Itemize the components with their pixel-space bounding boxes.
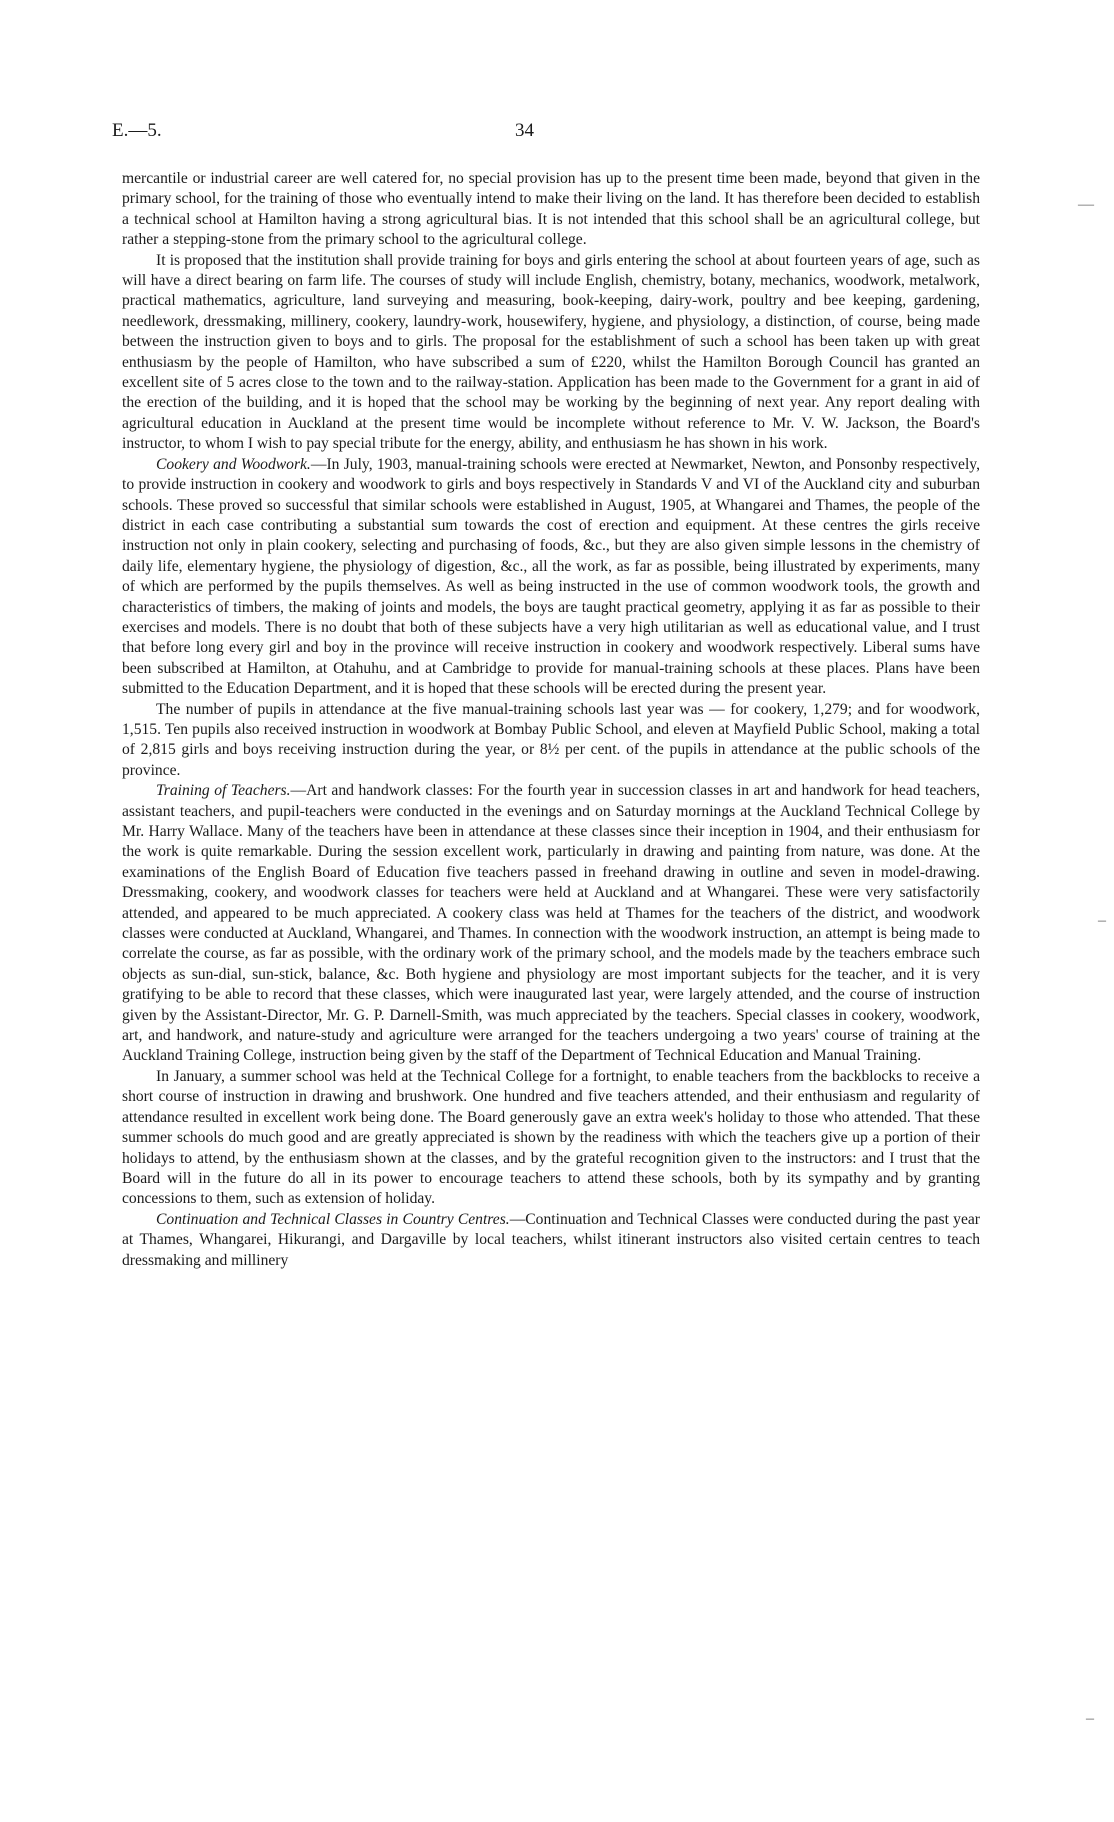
paragraph xyxy=(122,700,980,782)
margin-mark: – xyxy=(1086,1710,1094,1727)
margin-mark: — xyxy=(1078,196,1094,213)
section-heading: Continuation and Technical Classes in Country Centres. xyxy=(156,1210,510,1228)
paragraph xyxy=(122,455,980,700)
paragraph xyxy=(122,251,980,455)
body-text xyxy=(122,169,980,1271)
page-header xyxy=(112,120,992,150)
paragraph-text: —Continuation and Technical Classes were conducted during the past year at Thames, Whangarei, Hikurangi, and Dargaville by local teachers, whilst itinerant instructors also visited certain centres to teach dressmaking and millinery xyxy=(122,1210,980,1269)
paragraph xyxy=(122,1210,980,1271)
paragraph-text: The number of pupils in attendance at the five manual-training schools last year was — for cookery, 1,279; and for woodwork, 1,515. Ten pupils also received instruction in woodwork at Bombay Public School, and eleven at Mayfield Public School, making a total of 2,815 girls and boys receiving instruction during the year, or 8½ per cent. of the pupils in attendance at the public schools of the province. xyxy=(122,700,980,779)
paragraph xyxy=(122,169,980,251)
paragraph-text: —Art and handwork classes: For the fourth year in succession classes in art and handwork for head teachers, assistant teachers, and pupil-teachers were conducted in the evenings and on Saturday mornings at the Auckland Technical College by Mr. Harry Wallace. Many of the teachers have been in attendance at these classes since their inception in 1904, and their enthusiasm for the work is quite remarkable. During the session excellent work, particularly in drawing and painting from nature, was done. At the examinations of the English Board of Education five teachers passed in freehand drawing in outline and seven in model-drawing. Dressmaking, cookery, and woodwork classes for teachers were held at Auckland and at Whangarei. These were very satisfactorily attended, and appeared to be much appreciated. A cookery class was held at Thames for the teachers of the district, and woodwork classes were conducted at Auckland, Whangarei, and Thames. In connection with the woodwork instruction, an attempt is being made to correlate the course, as far as possible, with the ordinary work of the primary school, and the models made by the teachers embrace such objects as sun-dial, sun-stick, balance, &c. Both hygiene and physiology are most important subjects for the teacher, and it is very gratifying to be able to record that these classes, which were inaugurated last year, were largely attended, and the course of instruction given by the Assistant-Director, Mr. G. P. Darnell-Smith, was much appreciated by the teachers. Special classes in cookery, woodwork, art, and handwork, and nature-study and agriculture were arranged for the teachers undergoing a two years' course of training at the Auckland Training College, instruction being given by the staff of the Department of Technical Education and Manual Training. xyxy=(122,782,980,1065)
paragraph-text: mercantile or industrial career are well catered for, no special provision has up to the present time been made, beyond that given in the primary school, for the training of those who eventually intend to make their living on the land. It has therefore been decided to establish a technical school at Hamilton having a strong agricultural bias. It is not intended that this school shall be an agricultural college, but rather a stepping-stone from the primary school to the agricultural college. xyxy=(122,170,980,249)
paragraph-text: It is proposed that the institution shall provide training for boys and girls entering the school at about fourteen years of age, such as will have a direct bearing on farm life. The courses of study will include English, chemistry, botany, mechanics, woodwork, metalwork, practical mathematics, agriculture, land surveying and measuring, book-keeping, dairy-work, poultry and bee keeping, gardening, needlework, dressmaking, millinery, cookery, laundry-work, housewifery, hygiene, and physiology, a distinction, of course, being made between the instruction given to boys and to girls. The proposal for the establishment of such a school has been taken up with great enthusiasm by the people of Hamilton, who have subscribed a sum of £220, whilst the Hamilton Borough Council has granted an excellent site of 5 acres close to the town and to the railway-station. Application has been made to the Government for a grant in aid of the erection of the building, and it is hoped that the school may be working by the beginning of next year. Any report dealing with agricultural education in Auckland at the present time would be incomplete without reference to Mr. V. W. Jackson, the Board's instructor, to whom I wish to pay special tribute for the energy, ability, and enthusiasm he has shown in his work. xyxy=(122,251,980,453)
document-reference: E.—5. xyxy=(112,120,162,141)
paragraph-text: In January, a summer school was held at the Technical College for a fortnight, to enable teachers from the backblocks to receive a short course of instruction in drawing and brushwork. One hundred and five teachers attended, and their enthusiasm and regularity of attendance resulted in excellent work being done. The Board generously gave an extra week's holiday to those who attended. That these summer schools do much good and are greatly appreciated is shown by the readiness with which the teachers give up a portion of their holidays to attend, by the enthusiasm shown at the classes, and by the grateful recognition given to the instructors: and I trust that the Board will in the future do all in its power to encourage teachers to attend these schools, both by its sympathy and by granting concessions to them, such as extension of holiday. xyxy=(122,1067,980,1208)
paragraph xyxy=(122,781,980,1067)
page-number: 34 xyxy=(515,120,534,141)
margin-mark: – xyxy=(1098,912,1106,929)
paragraph xyxy=(122,1067,980,1210)
section-heading: Training of Teachers. xyxy=(156,782,291,800)
paragraph-text: —In July, 1903, manual-training schools were erected at Newmarket, Newton, and Ponsonby respectively, to provide instruction in cookery and woodwork to girls and boys respectively in Standards V and VI of the Auckland city and suburban schools. These proved so successful that similar schools were established in August, 1905, at Whangarei and Thames, the people of the district in each case contributing a substantial sum towards the cost of erection and equipment. At these centres the girls receive instruction not only in plain cookery, selecting and purchasing of foods, &c., but they are also given simple lessons in the chemistry of daily life, elementary hygiene, the physiology of digestion, &c., all the work, as far as possible, being illustrated by experiments, many of which are performed by the pupils themselves. As well as being instructed in the use of common woodwork tools, the growth and characteristics of timbers, the making of joints and models, the boys are taught practical geometry, applying it as far as possible to their exercises and models. There is no doubt that both of these subjects have a very high utilitarian as well as educational value, and I trust that before long every girl and boy in the province will receive instruction in cookery and woodwork respectively. Liberal sums have been subscribed at Hamilton, at Otahuhu, and at Cambridge to provide for manual-training schools at these places. Plans have been submitted to the Education Department, and it is hoped that these schools will be erected during the present year. xyxy=(122,455,980,698)
section-heading: Cookery and Woodwork. xyxy=(156,455,311,473)
